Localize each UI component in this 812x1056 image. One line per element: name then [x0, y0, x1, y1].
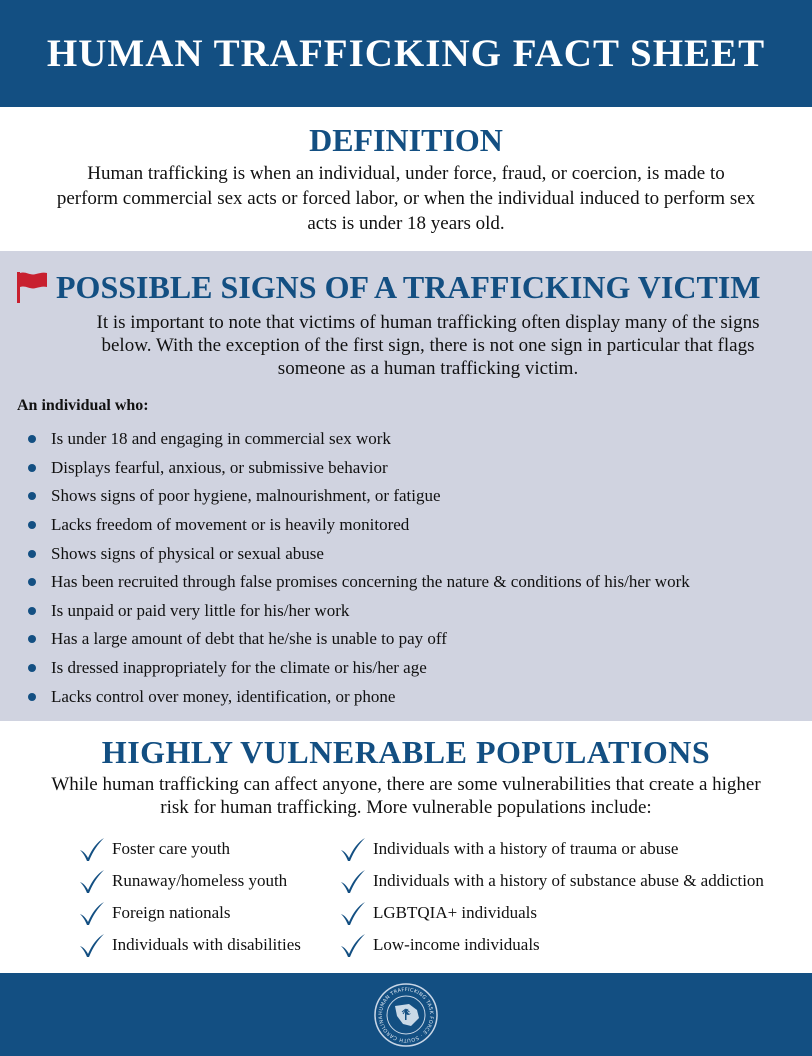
list-item [28, 625, 690, 654]
list-item [28, 511, 690, 540]
footer-banner [0, 973, 812, 1056]
bullet-icon [28, 550, 36, 558]
sign-label: Is dressed inappropriately for the climate or his/her age [51, 658, 427, 678]
sign-label: Is unpaid or paid very little for his/her work [51, 600, 350, 620]
sign-label: Lacks control over money, identification, or phone [51, 686, 396, 706]
list-item [28, 539, 690, 568]
population-label: Foreign nationals [112, 903, 231, 922]
bullet-icon [28, 464, 36, 472]
sign-label: Is under 18 and engaging in commercial sex work [51, 429, 391, 449]
bullet-icon [28, 578, 36, 586]
sign-label: Has a large amount of debt that he/she is unable to pay off [51, 629, 447, 649]
list-item [339, 865, 764, 897]
checkmark-icon [339, 836, 367, 862]
population-label: Individuals with disabilities [112, 935, 301, 954]
list-item [28, 425, 690, 454]
sign-label: Has been recruited through false promises concerning the nature & conditions of his/her work [51, 572, 690, 592]
bullet-icon [28, 435, 36, 443]
population-label: Foster care youth [112, 839, 231, 858]
seal-text: HUMAN TRAFFICKING TASK FORCE · SOUTH CAROLINA [377, 986, 435, 1043]
red-flag-icon [14, 270, 50, 304]
list-item [28, 654, 690, 683]
checkmark-icon [78, 868, 106, 894]
header-banner [0, 0, 812, 107]
list-item [78, 929, 301, 961]
signs-section [0, 251, 812, 721]
bullet-icon [28, 607, 36, 615]
population-label: Runaway/homeless youth [112, 871, 288, 890]
list-item [28, 482, 690, 511]
signs-list [28, 425, 690, 711]
list-item [339, 929, 764, 961]
signs-heading-row [14, 269, 760, 305]
checkmark-icon [339, 868, 367, 894]
population-label: LGBTQIA+ individuals [373, 903, 537, 922]
bullet-icon [28, 664, 36, 672]
bullet-icon [28, 492, 36, 500]
bullet-icon [28, 635, 36, 643]
definition-section [0, 107, 812, 251]
signs-heading: POSSIBLE SIGNS OF A TRAFFICKING VICTIM [56, 269, 761, 305]
list-item [78, 897, 301, 929]
checkmark-icon [78, 932, 106, 958]
list-item [339, 833, 764, 865]
definition-heading: DEFINITION [309, 122, 503, 158]
population-label: Low-income individuals [373, 935, 540, 954]
sign-label: Shows signs of physical or sexual abuse [51, 543, 324, 563]
list-item [78, 833, 301, 865]
signs-intro: It is important to note that victims of human trafficking often display many of the signs below. With the exception of the first sign, there is not one sign in particular that flags someone as a human trafficking victim. [96, 312, 760, 379]
sign-label: Shows signs of poor hygiene, malnourishment, or fatigue [51, 486, 441, 506]
vulnerable-heading: HIGHLY VULNERABLE POPULATIONS [101, 734, 711, 770]
checkmark-icon [339, 932, 367, 958]
list-item [28, 568, 690, 597]
checkmark-icon [339, 900, 367, 926]
list-item [339, 897, 764, 929]
list-item [28, 597, 690, 626]
bullet-icon [28, 693, 36, 701]
checkmark-icon [78, 836, 106, 862]
page-title: HUMAN TRAFFICKING FACT SHEET [46, 32, 766, 75]
vulnerable-intro: While human trafficking can affect anyone, there are some vulnerabilities that create a higher risk for human trafficking. More vulnerable populations include: [51, 774, 761, 818]
signs-lead: An individual who: [17, 397, 149, 414]
vulnerable-list-left [78, 833, 301, 961]
population-label: Individuals with a history of substance abuse & addiction [373, 871, 764, 890]
vulnerable-section [0, 721, 812, 973]
list-item [28, 682, 690, 711]
vulnerable-list-right [339, 833, 764, 961]
sign-label: Displays fearful, anxious, or submissive behavior [51, 457, 388, 477]
list-item [28, 454, 690, 483]
bullet-icon [28, 521, 36, 529]
list-item [78, 865, 301, 897]
sign-label: Lacks freedom of movement or is heavily monitored [51, 515, 410, 535]
population-label: Individuals with a history of trauma or abuse [373, 839, 679, 858]
definition-text: Human trafficking is when an individual, under force, fraud, or coercion, is made to perform commercial sex acts or forced labor, or when the individual induced to perform sex acts is under 18 years old. [56, 163, 756, 234]
task-force-seal-logo [373, 982, 439, 1048]
checkmark-icon [78, 900, 106, 926]
